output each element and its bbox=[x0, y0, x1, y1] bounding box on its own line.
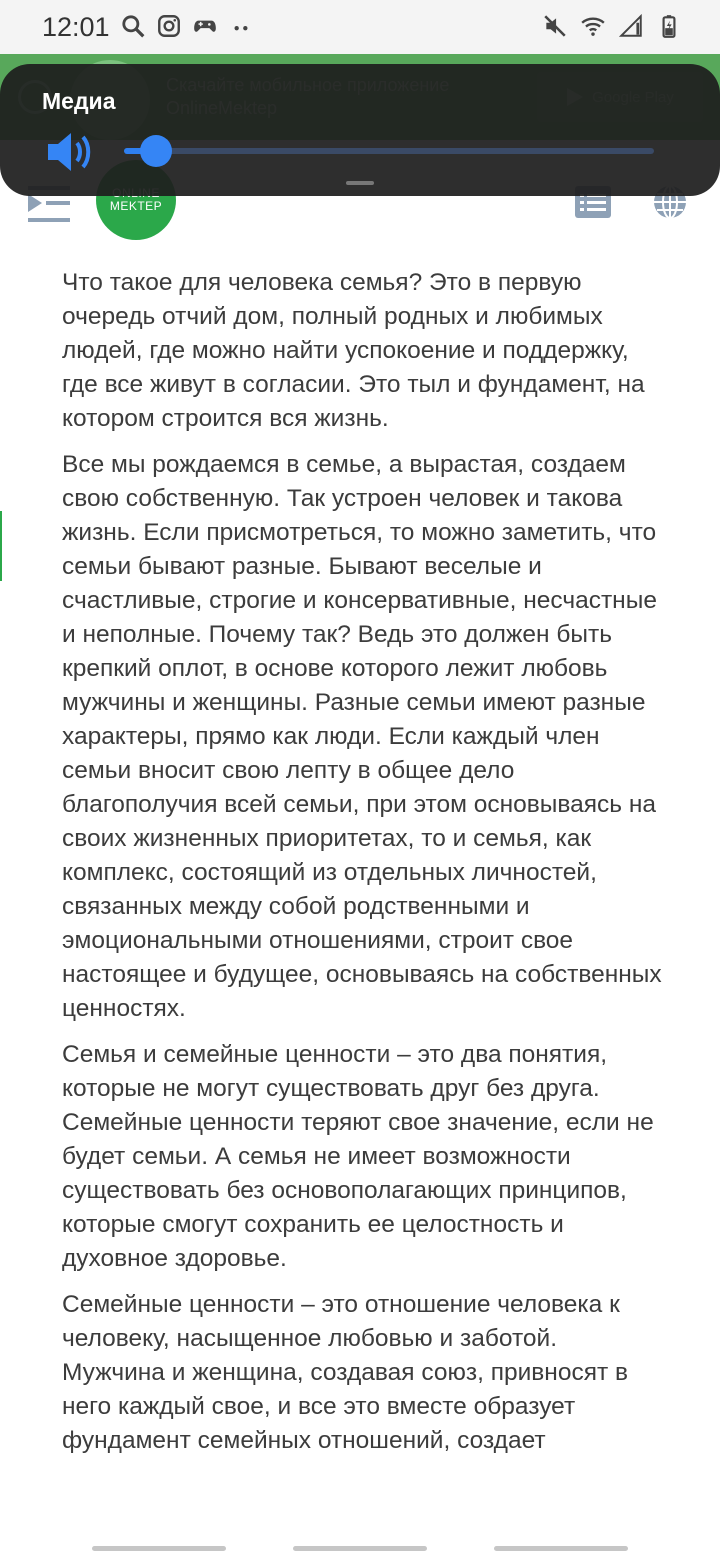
media-title: Медиа bbox=[42, 88, 116, 114]
status-right-icons bbox=[542, 13, 682, 39]
nav-back-button[interactable] bbox=[494, 1546, 628, 1551]
article-body bbox=[62, 266, 662, 1470]
nav-home-button[interactable] bbox=[293, 1546, 427, 1551]
article-paragraph: Все мы рождаемся в семье, а вырастая, создаем свою собственную. Так устроен человек и такова жизнь. Если присмотреться, то можно заметить, что семьи бывают разные. Бывают веселые и счастливые, строгие и консервативные, несчастные и неполные. Почему так? Ведь это должен быть крепкий оплот, в основе которого лежит любовь мужчины и женщины. Разные семьи имеют разные характеры, прямо как люди. Если каждый член семьи вносит свою лепту в общее дело благополучия всей семьи, при этом основываясь на своих жизненных приоритетах, то и семья, как комплекс, состоящий из отдельных личностей, связанных между собой родственными и эмоциональными отношениями, строит свое настоящее и будущее, основываясь на собственных ценностях. bbox=[62, 451, 662, 1022]
instagram-icon bbox=[156, 13, 182, 39]
volume-icon[interactable] bbox=[46, 130, 94, 174]
panel-drag-handle[interactable] bbox=[346, 181, 374, 185]
battery-icon bbox=[656, 13, 682, 39]
system-nav-bar bbox=[0, 1536, 720, 1560]
article-paragraph: Семья и семейные ценности – это два понятия, которые не могут существовать друг без друга. Семейные ценности теряют свое значение, если не будет семьи. А семья не имеет возможности существовать без основополагающих принципов, которые смогут сохранить ее целостность и духовное здоровье. bbox=[62, 1041, 654, 1272]
status-bar bbox=[0, 0, 720, 54]
volume-slider[interactable] bbox=[124, 148, 654, 154]
volume-thumb[interactable] bbox=[140, 135, 172, 167]
mute-icon bbox=[542, 13, 568, 39]
media-volume-panel bbox=[0, 64, 720, 196]
status-time: 12:01 bbox=[42, 12, 110, 42]
article-paragraph: Семейные ценности – это отношение человека к человеку, насыщенное любовью и заботой. Мужчина и женщина, создавая союз, привносят в него каждый свое, и все это вместе образует фундамент семейных отношений, создает bbox=[62, 1291, 629, 1454]
gamepad-icon bbox=[192, 13, 218, 39]
edge-marker bbox=[0, 511, 2, 581]
signal-icon bbox=[618, 13, 644, 39]
wifi-icon bbox=[580, 13, 606, 39]
more-icon bbox=[228, 13, 254, 39]
logo-line-2: MEKTEP bbox=[109, 199, 163, 213]
article-paragraph: Что такое для человека семья? Это в первую очередь отчий дом, полный родных и любимых людей, где можно найти успокоение и поддержку, где все живут в согласии. Это тыл и фундамент, на котором строится вся жизнь. bbox=[62, 269, 645, 432]
nav-recents-button[interactable] bbox=[92, 1546, 226, 1551]
status-left-icons bbox=[120, 13, 254, 39]
search-icon bbox=[120, 13, 146, 39]
